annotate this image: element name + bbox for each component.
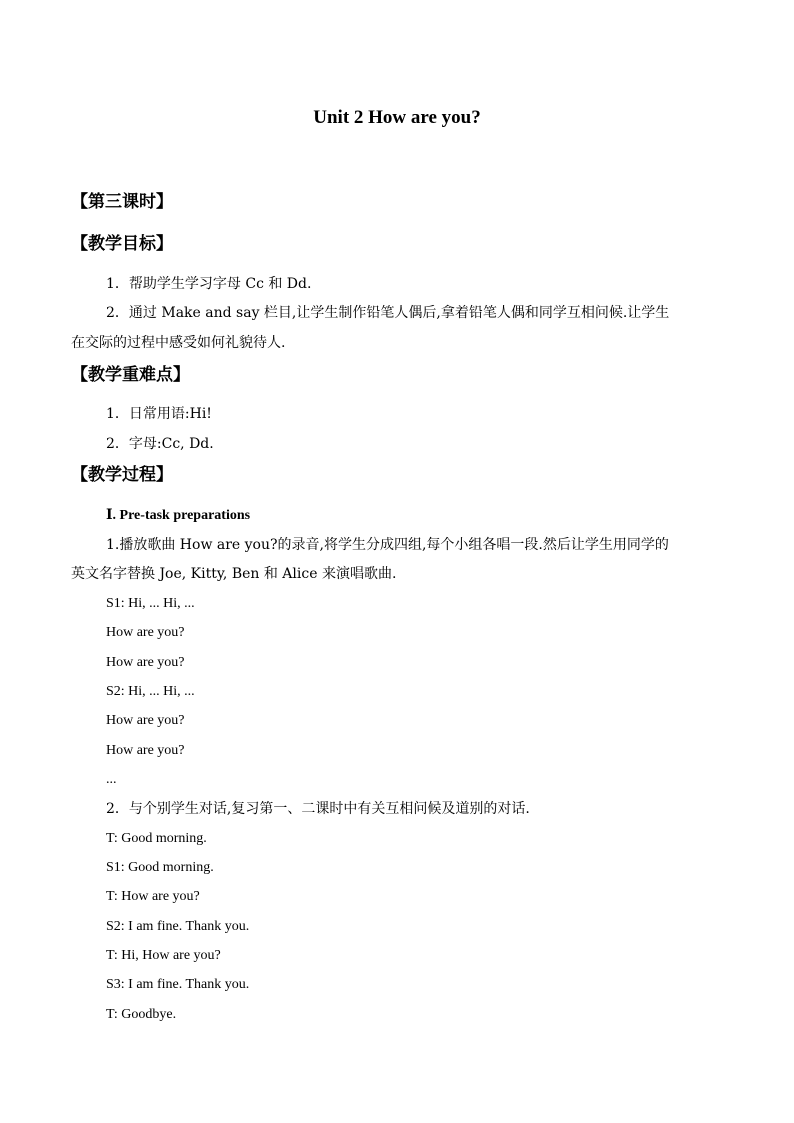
dialogue-line: S3: I am fine. Thank you. bbox=[106, 977, 250, 992]
dialogue-line: T: Goodbye. bbox=[106, 1007, 177, 1022]
step-1-line-1: 1.播放歌曲 How are you?的录音,将学生分成四组,每个小组各唱一段.然后让学生用同学的 bbox=[106, 537, 669, 553]
dialogue-line: T: How are you? bbox=[106, 889, 200, 904]
song-line: S1: Hi, ... Hi, ... bbox=[106, 596, 195, 611]
song-line: How are you? bbox=[106, 655, 185, 670]
goal-item-2-line-1: 2．通过 Make and say 栏目,让学生制作铅笔人偶后,拿着铅笔人偶和同学互相问候.让学生 bbox=[106, 305, 670, 321]
dialogue-line: T: Hi, How are you? bbox=[106, 948, 221, 963]
section-pre-task: Ⅰ. Pre-task preparations bbox=[106, 508, 251, 523]
key-points-heading: 【教学重难点】 bbox=[71, 365, 190, 385]
goals-heading: 【教学目标】 bbox=[71, 234, 173, 254]
goal-item-2-line-2: 在交际的过程中感受如何礼貌待人. bbox=[71, 335, 286, 351]
song-line: How are you? bbox=[106, 625, 185, 640]
dialogue-line: S2: I am fine. Thank you. bbox=[106, 919, 250, 934]
step-1-line-2: 英文名字替换 Joe, Kitty, Ben 和 Alice 来演唱歌曲. bbox=[71, 566, 397, 582]
song-line: ... bbox=[106, 772, 117, 787]
step-2: 2．与个别学生对话,复习第一、二课时中有关互相问候及道别的对话. bbox=[106, 801, 530, 817]
dialogue-line: S1: Good morning. bbox=[106, 860, 214, 875]
key-point-item-1: 1．日常用语:Hi! bbox=[106, 406, 212, 422]
lesson-heading: 【第三课时】 bbox=[71, 192, 173, 212]
goal-item-1: 1．帮助学生学习字母 Cc 和 Dd. bbox=[106, 276, 312, 292]
page-title: Unit 2 How are you? bbox=[313, 107, 481, 128]
dialogue-line: T: Good morning. bbox=[106, 831, 207, 846]
key-point-item-2: 2．字母:Cc, Dd. bbox=[106, 436, 214, 452]
song-line: How are you? bbox=[106, 743, 185, 758]
process-heading: 【教学过程】 bbox=[71, 465, 173, 485]
song-line: S2: Hi, ... Hi, ... bbox=[106, 684, 195, 699]
song-line: How are you? bbox=[106, 713, 185, 728]
